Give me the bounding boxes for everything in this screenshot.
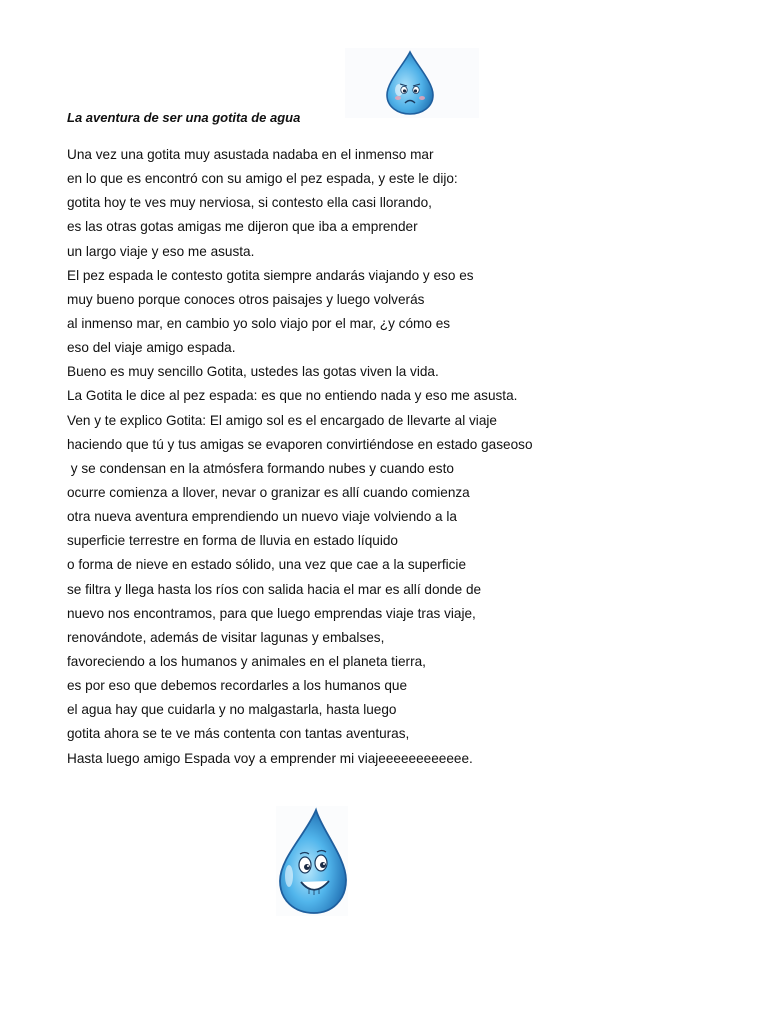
story-line: el agua hay que cuidarla y no malgastarla, hasta luego [67,702,397,718]
story-line: Bueno es muy sencillo Gotita, ustedes las gotas viven la vida. [67,364,439,380]
story-line: eso del viaje amigo espada. [67,340,236,356]
story-line: El pez espada le contesto gotita siempre andarás viajando y eso es [67,267,474,283]
story-line: Ven y te explico Gotita: El amigo sol es el encargado de llevarte al viaje [67,412,497,428]
happy-drop-illustration [276,806,348,916]
sad-drop-illustration [345,48,479,118]
sad-water-drop-icon [383,50,437,116]
story-line: ocurre comienza a llover, nevar o granizar es allí cuando comienza [67,484,470,500]
story-line: Hasta luego amigo Espada voy a emprender mi viajeeeeeeeeeeee. [67,750,473,766]
document-title: La aventura de ser una gotita de agua [67,110,301,125]
story-line: nuevo nos encontramos, para que luego emprendas viaje tras viaje, [67,605,476,621]
story-line: haciendo que tú y tus amigas se evaporen convirtiéndose en estado gaseoso [67,436,533,452]
story-line: se filtra y llega hasta los ríos con salida hacia el mar es allí donde de [67,581,482,597]
story-line: favoreciendo a los humanos y animales en el planeta tierra, [67,653,426,669]
story-line: al inmenso mar, en cambio yo solo viajo por el mar, ¿y cómo es [67,315,451,331]
story-line: o forma de nieve en estado sólido, una vez que cae a la superficie [67,557,467,573]
story-line: es por eso que debemos recordarles a los humanos que [67,678,408,694]
story-line: gotita ahora se te ve más contenta con tantas aventuras, [67,726,410,742]
story-line: La Gotita le dice al pez espada: es que no entiendo nada y eso me asusta. [67,388,518,404]
story-line: renovándote, además de visitar lagunas y embalses, [67,629,385,645]
story-line: en lo que es encontró con su amigo el pez espada, y este le dijo: [67,171,458,187]
story-line: un largo viaje y eso me asusta. [67,243,255,259]
story-line: gotita hoy te ves muy nerviosa, si contesto ella casi llorando, [67,195,432,211]
happy-water-drop-icon [276,806,348,916]
story-line: y se condensan en la atmósfera formando nubes y cuando esto [67,460,454,476]
story-line: Una vez una gotita muy asustada nadaba en el inmenso mar [67,147,434,162]
story-text [67,145,747,773]
story-line: superficie terrestre en forma de lluvia en estado líquido [67,533,398,549]
story-line: otra nueva aventura emprendiendo un nuevo viaje volviendo a la [67,509,457,525]
story-line: es las otras gotas amigas me dijeron que iba a emprender [67,219,418,235]
story-line: muy bueno porque conoces otros paisajes y luego volverás [67,291,425,307]
